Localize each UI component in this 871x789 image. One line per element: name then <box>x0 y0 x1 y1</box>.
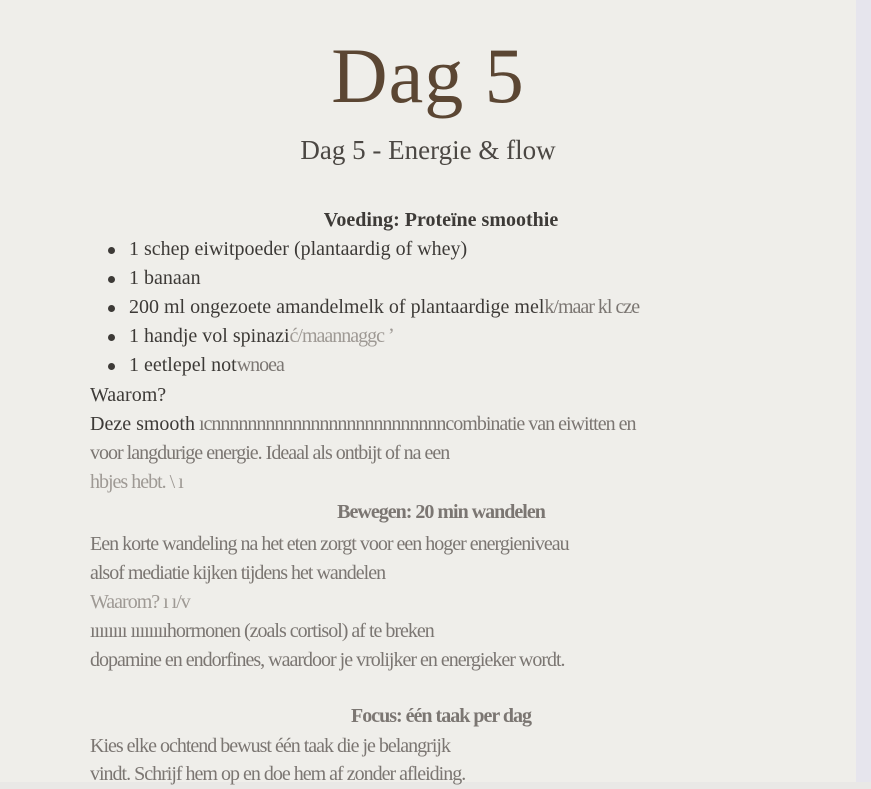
page-subtitle: Dag 5 - Energie & flow <box>300 135 556 165</box>
paragraph-line: Waarom? ı ı/v <box>90 591 190 613</box>
paragraph-line: alsof mediatie kijken tijdens het wandelen <box>90 562 386 584</box>
paragraph-line: ıııııııı ııııııııhormonen (zoals cortisol) af te breken <box>90 620 434 642</box>
paragraph-line: Deze smooth ıcnnnnnnnnnnnnnnnnnnnnnnnnnncombinatie van eiwitten en <box>90 413 636 435</box>
list-item: 1 eetlepel notwnoea <box>104 351 639 380</box>
ingredient-list <box>104 235 639 380</box>
list-item: 1 handje vol spinazić/maannaggc ʼ <box>104 322 639 351</box>
paragraph-line: dopamine en endorfines, waardoor je vrolijker en energieker wordt. <box>90 649 565 671</box>
list-item: 200 ml ongezoete amandelmelk of plantaardige melk/maar kl cze <box>104 293 639 322</box>
page-edge <box>856 0 871 782</box>
paragraph-line: vindt. Schrijf hem op en doe hem af zonder afleiding. <box>90 763 466 785</box>
paragraph-line: voor langdurige energie. Ideaal als ontbijt of na een <box>90 442 450 464</box>
paragraph-line: hbjes hebt. \ ı <box>90 471 183 493</box>
waarom-label: Waarom? <box>90 384 167 406</box>
section-heading-voeding: Voeding: Proteïne smoothie <box>323 209 559 231</box>
paragraph-line: Kies elke ochtend bewust één taak die je belangrijk <box>90 735 450 757</box>
section-heading-beweging: Bewegen: 20 min wandelen <box>337 501 545 523</box>
list-item: 1 schep eiwitpoeder (plantaardig of whey) <box>104 235 639 264</box>
section-heading-focus: Focus: één taak per dag <box>351 705 531 727</box>
list-item: 1 banaan <box>104 264 639 293</box>
page-title: Dag 5 <box>331 32 525 119</box>
paragraph-line: Een korte wandeling na het eten zorgt voor een hoger energieniveau <box>90 533 569 555</box>
